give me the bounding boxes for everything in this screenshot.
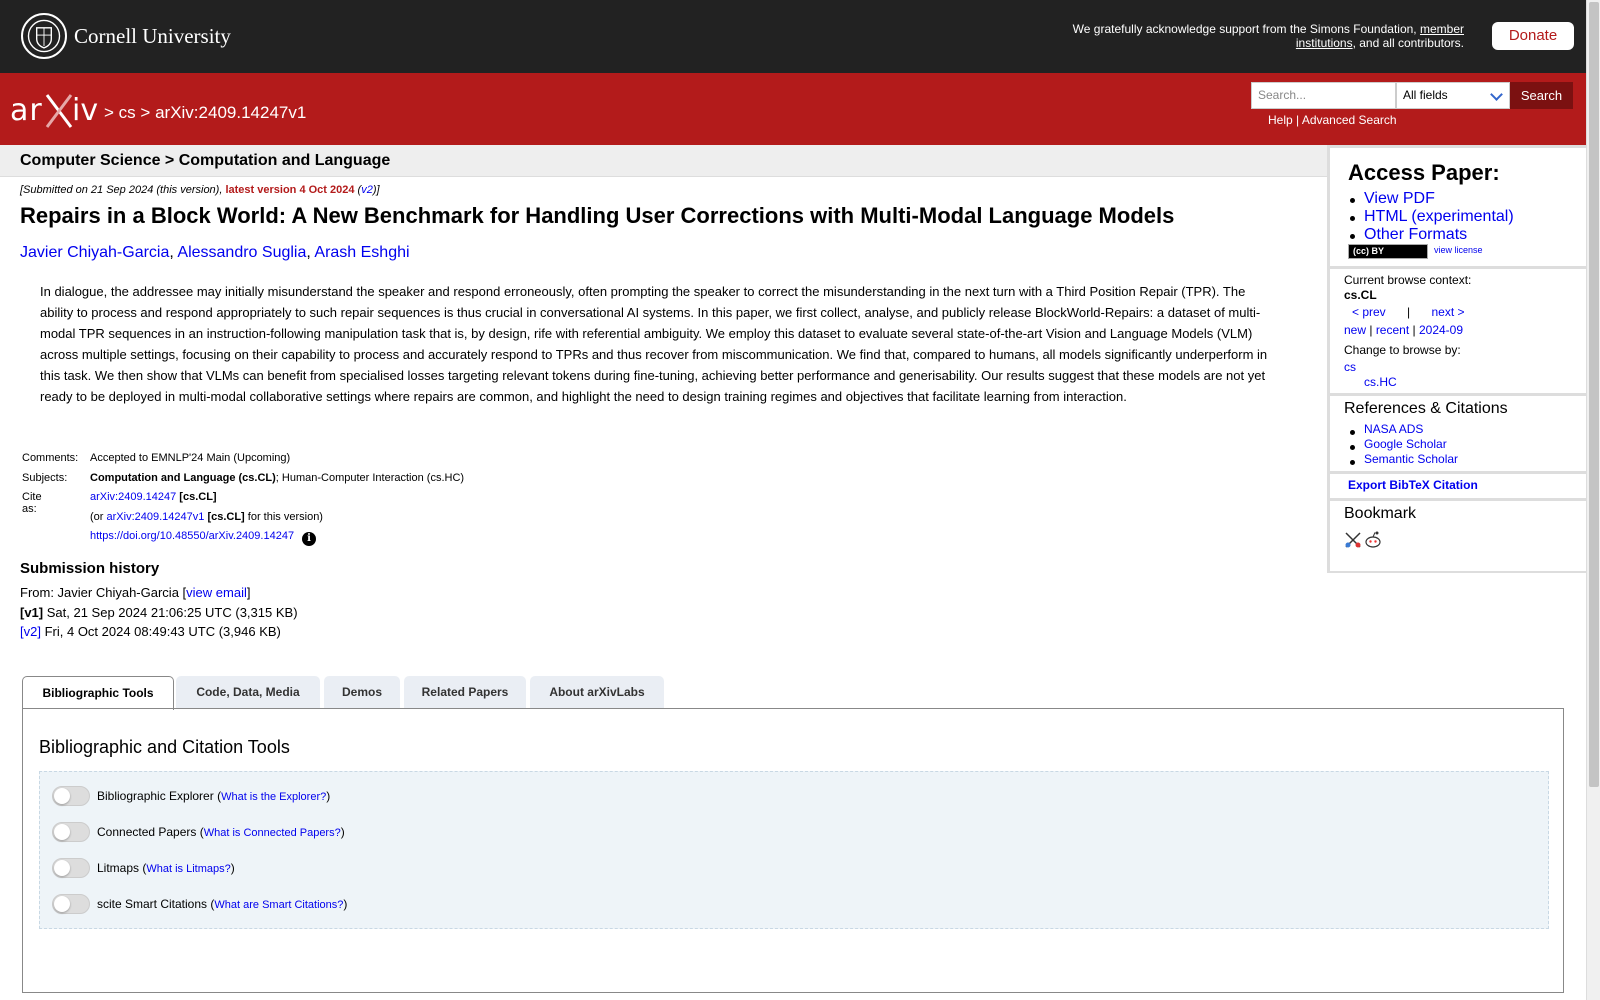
- from-prefix: From: Javier Chiyah-Garcia [: [20, 585, 187, 600]
- page-scrollbar[interactable]: [1586, 0, 1600, 1000]
- v1-date: Sat, 21 Sep 2024 21:06:25 UTC (3,315 KB): [46, 604, 298, 620]
- cite-label: Cite as:: [22, 491, 42, 515]
- v2-open: (: [357, 184, 362, 196]
- change-browse-label: Change to browse by:: [1344, 343, 1461, 357]
- toggle-switch[interactable]: [52, 786, 90, 806]
- tool-name: Litmaps: [97, 861, 140, 875]
- help-link[interactable]: Help: [1268, 113, 1293, 127]
- svg-text:ar: ar: [10, 93, 43, 128]
- panel-title: Bibliographic and Citation Tools: [39, 737, 290, 757]
- cc-license-icon[interactable]: [1348, 244, 1428, 259]
- tab-about-arxivlabs[interactable]: About arXivLabs: [530, 676, 664, 709]
- cornell-seal-icon[interactable]: [21, 13, 67, 59]
- breadcrumb: [104, 103, 306, 123]
- ack-prefix: We gratefully acknowledge support from the Simons Foundation,: [1072, 22, 1417, 36]
- tool-help-link[interactable]: What is Connected Papers?: [203, 827, 341, 839]
- html-link[interactable]: HTML (experimental): [1364, 208, 1514, 225]
- tab-demos[interactable]: Demos: [324, 676, 400, 709]
- abstract: In dialogue, the addressee may initially misunderstand the speaker and respond erroneously, often prompting the speaker to correct the misunderstanding in the next turn with a Third Position Repair (TPR). The ability to process and respond appropriately to such repair sequences is thus crucial in conversational AI systems. In this paper, we first collect, analyse, and publicly release BlockWorld-Repairs: a dataset of multi-modal TPR sequences in an instruction-following manipulation task that is, by design, rife with referential ambiguity. We employ this dataset to evaluate several state-of-the-art Vision and Language Models (VLM) across multiple settings, focusing on their capability to process and accurately respond to TPRs and thus recover from miscommunication. We find that, compared to humans, all models significantly underperform in this task. We then show that VLMs can benefit from specialised losses targeting relevant tokens during fine-tuning, achieving better performance and generisability. Our results suggest that these models are not yet ready to be deployed in multi-modal collaborative settings where repairs are common, and highlight the need to design training regimes and objectives that facilitate learning from interaction.: [40, 284, 1268, 404]
- toggle-switch[interactable]: [52, 858, 90, 878]
- access-paper-heading: Access Paper:: [1348, 160, 1500, 185]
- submission-dateline: [20, 184, 380, 196]
- scrollbar-thumb[interactable]: [1589, 2, 1599, 787]
- help-separator: |: [1296, 113, 1300, 127]
- references-box: [1330, 396, 1586, 471]
- other-formats-link[interactable]: Other Formats: [1364, 226, 1468, 243]
- recent-link[interactable]: recent: [1375, 323, 1410, 337]
- advanced-search-link[interactable]: Advanced Search: [1301, 113, 1397, 127]
- search-field-value: All fields: [1403, 88, 1448, 102]
- donate-button[interactable]: Donate: [1492, 22, 1574, 50]
- author-link[interactable]: Javier Chiyah-Garcia: [20, 244, 170, 261]
- browse-context-box: Current browse context: cs.CL < prev | next > new | recent | 2024-09 Change to browse by: cs cs.HC: [1330, 269, 1586, 393]
- submission-history-heading: Submission history: [20, 560, 160, 577]
- v2-close: )]: [372, 184, 380, 196]
- tab-related-papers[interactable]: Related Papers: [404, 676, 526, 709]
- comments-label: Comments:: [22, 452, 79, 464]
- v2-history-link[interactable]: [v2]: [20, 624, 41, 639]
- breadcrumb-cs[interactable]: cs: [118, 103, 136, 122]
- license-badge-text: (cc) BY: [1353, 246, 1385, 256]
- member-institutions-link[interactable]: member institutions: [1295, 22, 1464, 50]
- paper-title: Repairs in a Block World: A New Benchmark for Handling User Corrections with Multi-Modal Language Models: [20, 203, 1175, 228]
- google-scholar-link[interactable]: Google Scholar: [1364, 437, 1447, 451]
- arxiv-header: [0, 73, 1586, 145]
- category-header: [0, 145, 1328, 177]
- cite-version-link[interactable]: arXiv:2409.14247v1: [106, 510, 205, 523]
- nav-separator: |: [1407, 305, 1411, 319]
- help-links: [1268, 113, 1397, 127]
- cite2-prefix: (or: [90, 510, 104, 523]
- browse-context-value: cs.CL: [1344, 288, 1377, 302]
- tool-name: Connected Papers: [97, 825, 197, 839]
- reddit-icon[interactable]: [1364, 531, 1382, 549]
- submission-history: [20, 585, 298, 644]
- cite2-suffix: for this version): [247, 510, 323, 523]
- acknowledgement: [1044, 22, 1464, 50]
- subjects-label: Subjects:: [22, 471, 68, 484]
- chevron-down-icon: [1490, 88, 1503, 101]
- v2-link[interactable]: v2: [361, 184, 373, 196]
- references-list: [1348, 422, 1458, 467]
- bookmark-heading: Bookmark: [1344, 505, 1417, 522]
- tool-name: Bibliographic Explorer: [97, 789, 214, 803]
- tool-list: Bibliographic Explorer (What is the Explorer?) Connected Papers (What is Connected Papers?) Litmaps (What is Litmaps?) scite Smart Citations (What are Smart Citations?): [39, 771, 1549, 929]
- breadcrumb-separator: >: [104, 103, 114, 122]
- author-link[interactable]: Arash Eshghi: [314, 244, 410, 261]
- author-list: Javier Chiyah-Garcia, Alessandro Suglia, Arash Eshghi: [20, 244, 410, 261]
- tab-code-data-media[interactable]: Code, Data, Media: [176, 676, 320, 709]
- browse-cs-link[interactable]: cs: [1344, 360, 1356, 374]
- export-box: [1330, 474, 1586, 498]
- tab-bibliographic-tools[interactable]: Bibliographic Tools: [22, 676, 174, 710]
- browse-context-label: Current browse context:: [1344, 273, 1472, 287]
- latest-version: latest version 4 Oct 2024: [225, 184, 355, 196]
- format-list: [1348, 190, 1514, 244]
- nasa-ads-link[interactable]: NASA ADS: [1364, 422, 1424, 436]
- browse-hc-link[interactable]: cs.HC: [1364, 375, 1397, 389]
- next-link[interactable]: next >: [1431, 305, 1465, 319]
- svg-text:iv: iv: [72, 93, 99, 128]
- from-suffix: ]: [246, 585, 251, 600]
- cite-category: [cs.CL]: [179, 491, 217, 503]
- cite2-category: [cs.CL]: [207, 510, 245, 523]
- breadcrumb-paper-id: arXiv:2409.14247v1: [155, 103, 307, 122]
- info-icon[interactable]: i: [302, 532, 316, 546]
- references-heading: References & Citations: [1344, 400, 1508, 417]
- sidebar: [1327, 145, 1586, 573]
- export-bibtex-link[interactable]: Export BibTeX Citation: [1348, 478, 1478, 492]
- toggle-switch[interactable]: [52, 822, 90, 842]
- arxiv-logo-icon[interactable]: [10, 91, 100, 129]
- prev-link[interactable]: < prev: [1352, 305, 1386, 319]
- breadcrumb-separator: >: [140, 103, 151, 122]
- other-subjects: ; Human-Computer Interaction (cs.HC): [275, 471, 465, 484]
- search-input[interactable]: Search...: [1251, 82, 1396, 109]
- view-email-link[interactable]: view email: [186, 585, 247, 600]
- access-paper-box: [1330, 148, 1586, 266]
- search-field-select[interactable]: [1396, 82, 1510, 109]
- toggle-switch[interactable]: [52, 894, 90, 914]
- category-title: Computer Science > Computation and Language: [20, 152, 391, 169]
- cornell-university-name[interactable]: Cornell University: [74, 24, 231, 48]
- bibsonomy-icon[interactable]: [1344, 531, 1362, 549]
- tab-panel: [22, 708, 1564, 993]
- cornell-banner: [0, 0, 1586, 73]
- new-link[interactable]: new: [1344, 323, 1367, 337]
- v2-date: Fri, 4 Oct 2024 08:49:43 UTC (3,946 KB): [44, 624, 281, 639]
- primary-subject: Computation and Language (cs.CL): [90, 471, 276, 484]
- tool-name: scite Smart Citations: [97, 897, 208, 911]
- submitted-text: [Submitted on 21 Sep 2024 (this version),: [20, 184, 223, 196]
- cite-id-link[interactable]: arXiv:2409.14247: [90, 491, 177, 503]
- month-link[interactable]: 2024-09: [1418, 323, 1464, 337]
- doi-link[interactable]: https://doi.org/10.48550/arXiv.2409.14247: [90, 530, 295, 542]
- tool-help-link[interactable]: What is the Explorer?: [221, 791, 327, 803]
- comments-value: Accepted to EMNLP'24 Main (Upcoming): [90, 452, 291, 464]
- view-license-link[interactable]: view license: [1434, 245, 1483, 255]
- semantic-scholar-link[interactable]: Semantic Scholar: [1364, 452, 1459, 466]
- tool-help-link[interactable]: What are Smart Citations?: [214, 899, 344, 911]
- author-link[interactable]: Alessandro Suglia: [177, 244, 307, 261]
- bookmark-box: [1330, 501, 1586, 571]
- ack-suffix: , and all contributors.: [1352, 36, 1464, 50]
- search-button[interactable]: Search: [1510, 82, 1573, 109]
- tool-help-link[interactable]: What is Litmaps?: [146, 863, 231, 875]
- view-pdf-link[interactable]: View PDF: [1364, 190, 1435, 207]
- v1-label: [v1]: [20, 604, 44, 620]
